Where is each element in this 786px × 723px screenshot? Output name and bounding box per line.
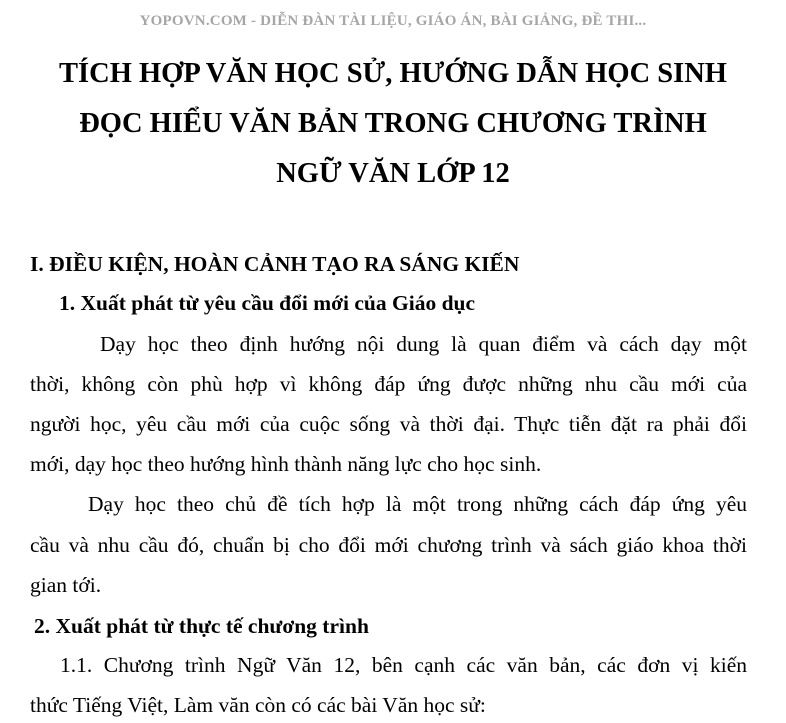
paragraph-2-line-2: cầu và nhu cầu đó, chuẩn bị cho đổi mới chương trình và sách giáo khoa thời xyxy=(30,533,747,557)
title-line-1: TÍCH HỢP VĂN HỌC SỬ, HƯỚNG DẪN HỌC SINH xyxy=(59,58,727,89)
subsection-heading-1: 1. Xuất phát từ yêu cầu đổi mới của Giáo dục xyxy=(59,291,476,315)
subsection-heading-2: 2. Xuất phát từ thực tế chương trình xyxy=(34,614,369,638)
title-line-2: ĐỌC HIỂU VĂN BẢN TRONG CHƯƠNG TRÌNH xyxy=(79,108,707,139)
section-heading: I. ĐIỀU KIỆN, HOÀN CẢNH TẠO RA SÁNG KIẾN xyxy=(30,252,520,276)
paragraph-1-line-4: mới, dạy học theo hướng hình thành năng lực cho học sinh. xyxy=(30,452,542,476)
paragraph-1-line-2: thời, không còn phù hợp vì không đáp ứng được những nhu cầu mới của xyxy=(30,372,747,396)
watermark-header: YOPOVN.COM - DIỄN ĐÀN TÀI LIỆU, GIÁO ÁN, BÀI GIẢNG, ĐỀ THI... xyxy=(139,13,647,29)
paragraph-1-line-3: người học, yêu cầu mới của cuộc sống và thời đại. Thực tiễn đặt ra phải đổi xyxy=(30,412,747,436)
paragraph-1-line-1: Dạy học theo định hướng nội dung là quan điểm và cách dạy một xyxy=(100,332,747,356)
paragraph-3-line-1: 1.1. Chương trình Ngữ Văn 12, bên cạnh các văn bản, các đơn vị kiến xyxy=(60,653,747,677)
paragraph-3-line-2: thức Tiếng Việt, Làm văn còn có các bài Văn học sử: xyxy=(30,693,486,717)
title-line-3: NGỮ VĂN LỚP 12 xyxy=(276,158,510,189)
paragraph-2-line-1: Dạy học theo chủ đề tích hợp là một trong những cách đáp ứng yêu xyxy=(88,492,747,516)
paragraph-2-line-3: gian tới. xyxy=(30,573,102,597)
